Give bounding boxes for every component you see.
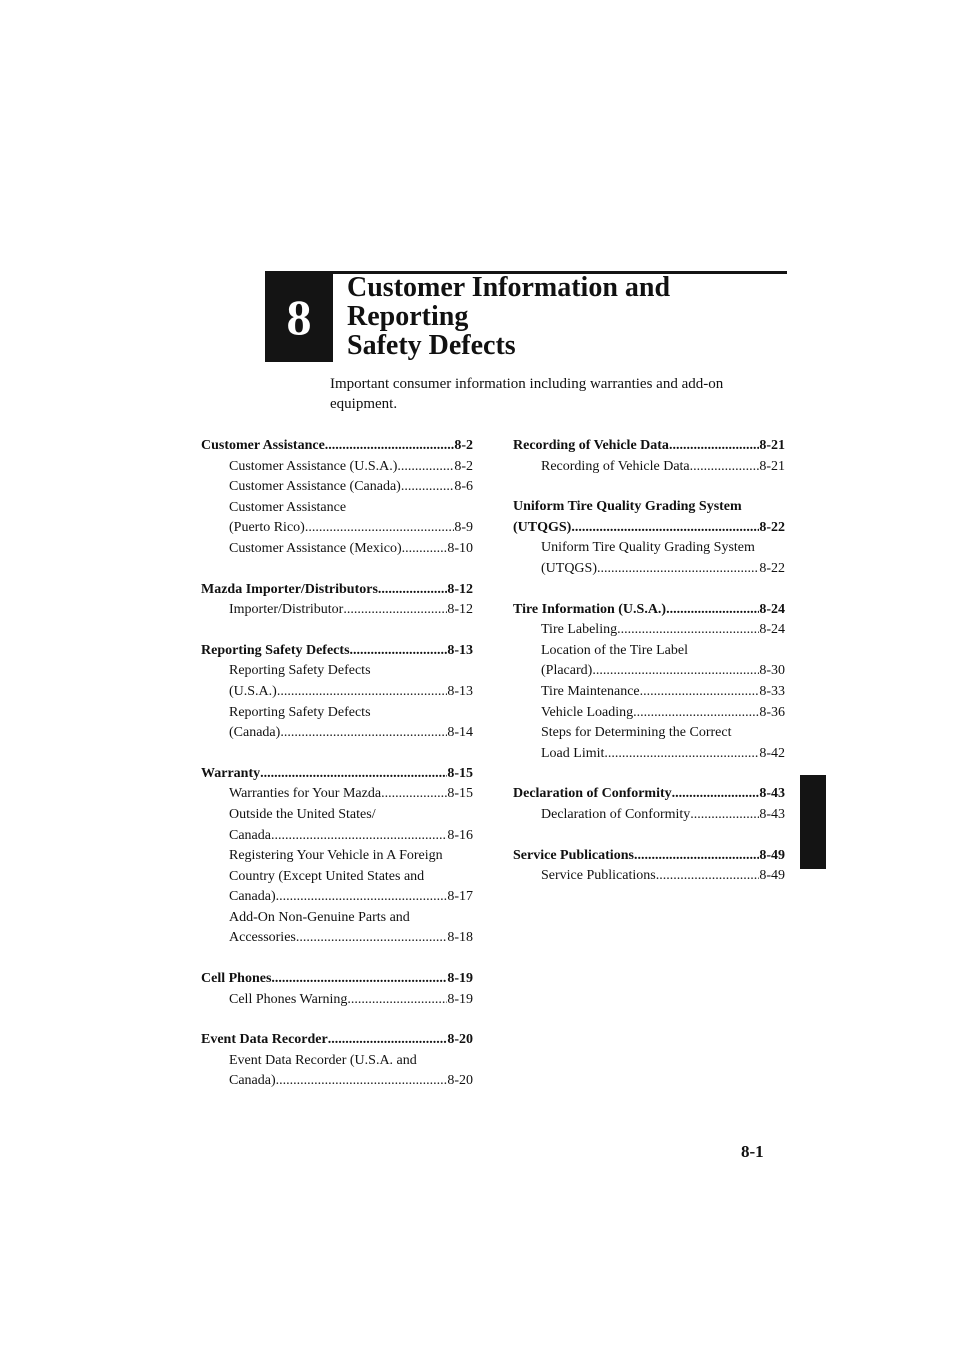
toc-entry[interactable] [201, 805, 473, 826]
toc-leader-dots [656, 866, 760, 887]
toc-leader-dots [305, 518, 455, 539]
toc-page-ref: 8-10 [447, 540, 473, 556]
toc-section [201, 641, 473, 744]
toc-leader-dots [633, 703, 759, 724]
toc-page-ref: 8-18 [447, 930, 473, 946]
toc-entry-text: Event Data Recorder (U.S.A. and [229, 1052, 417, 1068]
toc-entry-text: Event Data Recorder [201, 1032, 328, 1048]
toc-page-ref: 8-19 [447, 991, 473, 1007]
toc-page-ref: 8-19 [447, 971, 473, 987]
chapter-intro [330, 374, 770, 414]
toc-leader-dots [260, 764, 447, 785]
toc-section-heading[interactable] [513, 518, 785, 539]
toc-leader-dots [271, 826, 447, 847]
toc-entry-text: Outside the United States/ [229, 806, 376, 822]
toc-page-ref: 8-20 [447, 1032, 473, 1048]
toc-section-heading[interactable] [513, 436, 785, 457]
toc-leader-dots [378, 580, 447, 601]
toc-leader-dots [690, 805, 759, 826]
toc-entry[interactable] [201, 682, 473, 703]
toc-entry-text: Customer Assistance [229, 499, 347, 515]
toc-leader-dots [325, 436, 455, 457]
toc-entry[interactable] [201, 826, 473, 847]
chapter-title [347, 273, 787, 360]
toc-section-heading[interactable] [201, 1030, 473, 1051]
chapter-title-line-1: Customer Information and Reporting [347, 272, 671, 332]
toc-entry-text: Recording of Vehicle Data [513, 438, 669, 453]
toc-entry[interactable] [513, 457, 785, 478]
toc-entry-text: Cell Phones Warning [229, 991, 348, 1007]
toc-entry[interactable] [201, 723, 473, 744]
toc-entry-text: Warranties for Your Mazda [229, 786, 382, 802]
toc-page-ref: 8-13 [447, 642, 473, 658]
toc-entry[interactable] [513, 661, 785, 682]
toc-section-heading[interactable] [201, 764, 473, 785]
toc-section [201, 969, 473, 1010]
toc-page-ref: 8-30 [759, 663, 785, 679]
toc-leader-dots [401, 477, 454, 498]
toc-page-ref: 8-33 [759, 683, 785, 699]
toc-entry[interactable] [513, 866, 785, 887]
chapter-intro-line-2: equipment. [330, 396, 398, 412]
toc-section [513, 497, 785, 579]
toc-entry-text: Service Publications [541, 868, 656, 884]
toc-leader-dots [617, 620, 759, 641]
toc-section [513, 784, 785, 825]
toc-page-ref: 8-24 [759, 601, 785, 617]
toc-entry-text: Mazda Importer/Distributors [201, 581, 378, 597]
toc-entry-text: Customer Assistance [201, 438, 325, 453]
toc-entry-text: Declaration of Conformity [541, 806, 691, 822]
toc-entry-text: (Canada) [229, 725, 281, 741]
toc-leader-dots [604, 744, 759, 765]
toc-leader-dots [280, 723, 447, 744]
toc-page-ref: 8-49 [759, 847, 785, 863]
toc-section-heading[interactable] [513, 497, 785, 518]
toc-entry[interactable] [513, 723, 785, 744]
toc-entry[interactable] [201, 518, 473, 539]
toc-page-ref: 8-17 [447, 889, 473, 905]
toc-entry[interactable] [201, 928, 473, 949]
toc-entry-text: Customer Assistance (U.S.A.) [229, 458, 398, 474]
toc-entry-text: Accessories [229, 930, 296, 946]
toc-page-ref: 8-14 [447, 725, 473, 741]
toc-entry-text: Tire Maintenance [541, 683, 640, 699]
toc-entry-text: Canada) [229, 889, 276, 905]
toc-entry[interactable] [201, 600, 473, 621]
toc-entry[interactable] [513, 703, 785, 724]
toc-entry-text: Vehicle Loading [541, 704, 634, 720]
toc-leader-dots [271, 969, 447, 990]
toc-entry[interactable] [513, 805, 785, 826]
toc-entry-text: Location of the Tire Label [541, 642, 688, 658]
toc-section-heading[interactable] [201, 969, 473, 990]
toc-page-ref: 8-12 [447, 581, 473, 597]
toc-page-ref: 8-43 [759, 806, 785, 822]
toc-page-ref: 8-22 [759, 560, 785, 576]
toc-entry-text: Declaration of Conformity [513, 786, 672, 802]
toc-entry-text: Load Limit [541, 745, 605, 761]
toc-entry-text: Canada [229, 827, 271, 843]
toc-leader-dots [571, 518, 759, 539]
toc-entry-text: Country (Except United States and [229, 868, 425, 884]
chapter-side-tab [800, 775, 826, 869]
toc-leader-dots [669, 436, 759, 457]
toc-leader-dots [276, 1071, 448, 1092]
toc-page-ref: 8-15 [447, 765, 473, 781]
toc-page-ref: 8-20 [447, 1073, 473, 1089]
toc-entry[interactable] [513, 620, 785, 641]
toc-section [201, 764, 473, 949]
toc-entry[interactable] [201, 539, 473, 560]
toc-entry-text: Customer Assistance (Mexico) [229, 540, 402, 556]
page-number: 8-1 [741, 1142, 764, 1161]
toc-section [513, 846, 785, 887]
toc-entry[interactable] [513, 538, 785, 559]
toc-leader-dots [381, 784, 447, 805]
toc-entry-text: Uniform Tire Quality Grading System [541, 540, 755, 556]
toc-leader-dots [672, 784, 760, 805]
toc-entry-text: Registering Your Vehicle in A Foreign [229, 848, 443, 864]
toc-entry[interactable] [513, 744, 785, 765]
chapter-number: 8 [286, 288, 312, 345]
toc-entry[interactable] [201, 457, 473, 478]
toc-entry-text: Customer Assistance (Canada) [229, 479, 401, 495]
toc-entry-text: (UTQGS) [541, 560, 597, 576]
toc-section-heading[interactable] [201, 641, 473, 662]
toc-left-column [201, 436, 473, 1112]
toc-section-heading[interactable] [201, 580, 473, 601]
toc-entry-text: (Puerto Rico) [229, 520, 305, 536]
toc-page-ref: 8-36 [759, 704, 785, 720]
toc-entry[interactable] [201, 990, 473, 1011]
toc-right-column [513, 436, 785, 907]
toc-entry[interactable] [201, 477, 473, 498]
toc-page-ref: 8-16 [447, 827, 473, 843]
toc-entry-text: Tire Information (U.S.A.) [513, 601, 667, 617]
toc-entry-text: Cell Phones [201, 971, 272, 987]
toc-section-heading[interactable] [513, 600, 785, 621]
toc-page-ref: 8-21 [759, 458, 785, 474]
toc-entry[interactable] [201, 1051, 473, 1072]
toc-page-ref: 8-13 [447, 683, 473, 699]
toc-leader-dots [276, 887, 448, 908]
toc-page-ref: 8-42 [759, 745, 785, 761]
toc-entry-text: Importer/Distributor [229, 602, 344, 618]
toc-entry[interactable] [201, 1071, 473, 1092]
toc-entry[interactable] [513, 559, 785, 580]
toc-entry[interactable] [201, 908, 473, 929]
toc-page-ref: 8-6 [454, 479, 473, 495]
toc-entry-text: Service Publications [513, 847, 634, 863]
toc-section [201, 580, 473, 621]
toc-entry-text: Add-On Non-Genuine Parts and [229, 909, 410, 925]
chapter-intro-line-1: Important consumer information including warranties and add-on [330, 376, 724, 392]
toc-section-heading[interactable] [513, 784, 785, 805]
toc-page-ref: 8-49 [759, 868, 785, 884]
toc-leader-dots [592, 661, 759, 682]
toc-leader-dots [402, 539, 448, 560]
toc-entry-text: (U.S.A.) [229, 683, 277, 699]
toc-leader-dots [350, 641, 448, 662]
toc-entry-text: Reporting Safety Defects [229, 704, 371, 720]
toc-page-ref: 8-2 [454, 458, 473, 474]
toc-entry-text: Uniform Tire Quality Grading System [513, 499, 742, 515]
toc-entry-text: Canada) [229, 1073, 276, 1089]
toc-leader-dots [347, 990, 447, 1011]
toc-page-ref: 8-21 [759, 438, 785, 453]
toc-page-ref: 8-24 [759, 622, 785, 638]
chapter-title-line-2: Safety Defects [347, 330, 516, 361]
toc-section [513, 436, 785, 477]
toc-page-ref: 8-15 [447, 786, 473, 802]
toc-section [201, 436, 473, 560]
toc-leader-dots [296, 928, 447, 949]
toc-leader-dots [328, 1030, 448, 1051]
toc-page-ref: 8-2 [454, 438, 473, 453]
toc-entry-text: Reporting Safety Defects [201, 642, 350, 658]
toc-section-heading[interactable] [201, 436, 473, 457]
toc-entry[interactable] [513, 682, 785, 703]
toc-section [201, 1030, 473, 1092]
toc-page-ref: 8-22 [759, 519, 785, 535]
toc-entry-text: Recording of Vehicle Data [541, 458, 690, 474]
toc-leader-dots [277, 682, 447, 703]
chapter-number-badge [265, 271, 333, 362]
toc-entry-text: (UTQGS) [513, 519, 572, 535]
toc-page-ref: 8-43 [759, 786, 785, 802]
toc-entry-text: Steps for Determining the Correct [541, 725, 732, 741]
toc-leader-dots [634, 846, 759, 867]
toc-leader-dots [397, 457, 454, 478]
toc-leader-dots [640, 682, 760, 703]
toc-entry[interactable] [201, 661, 473, 682]
toc-leader-dots [690, 457, 760, 478]
toc-leader-dots [343, 600, 447, 621]
toc-leader-dots [597, 559, 759, 580]
toc-section [513, 600, 785, 765]
toc-leader-dots [666, 600, 759, 621]
toc-entry[interactable] [201, 784, 473, 805]
toc-entry[interactable] [201, 703, 473, 724]
toc-section-heading[interactable] [513, 846, 785, 867]
toc-page-ref: 8-9 [454, 520, 473, 536]
toc-entry-text: Reporting Safety Defects [229, 663, 371, 679]
toc-entry-text: (Placard) [541, 663, 593, 679]
toc-page-ref: 8-12 [447, 602, 473, 618]
toc-entry[interactable] [513, 641, 785, 662]
toc-entry[interactable] [201, 498, 473, 519]
toc-entry-text: Warranty [201, 765, 261, 781]
toc-entry[interactable] [201, 887, 473, 908]
toc-entry[interactable] [201, 846, 473, 867]
toc-entry[interactable] [201, 867, 473, 888]
toc-entry-text: Tire Labeling [541, 622, 618, 638]
